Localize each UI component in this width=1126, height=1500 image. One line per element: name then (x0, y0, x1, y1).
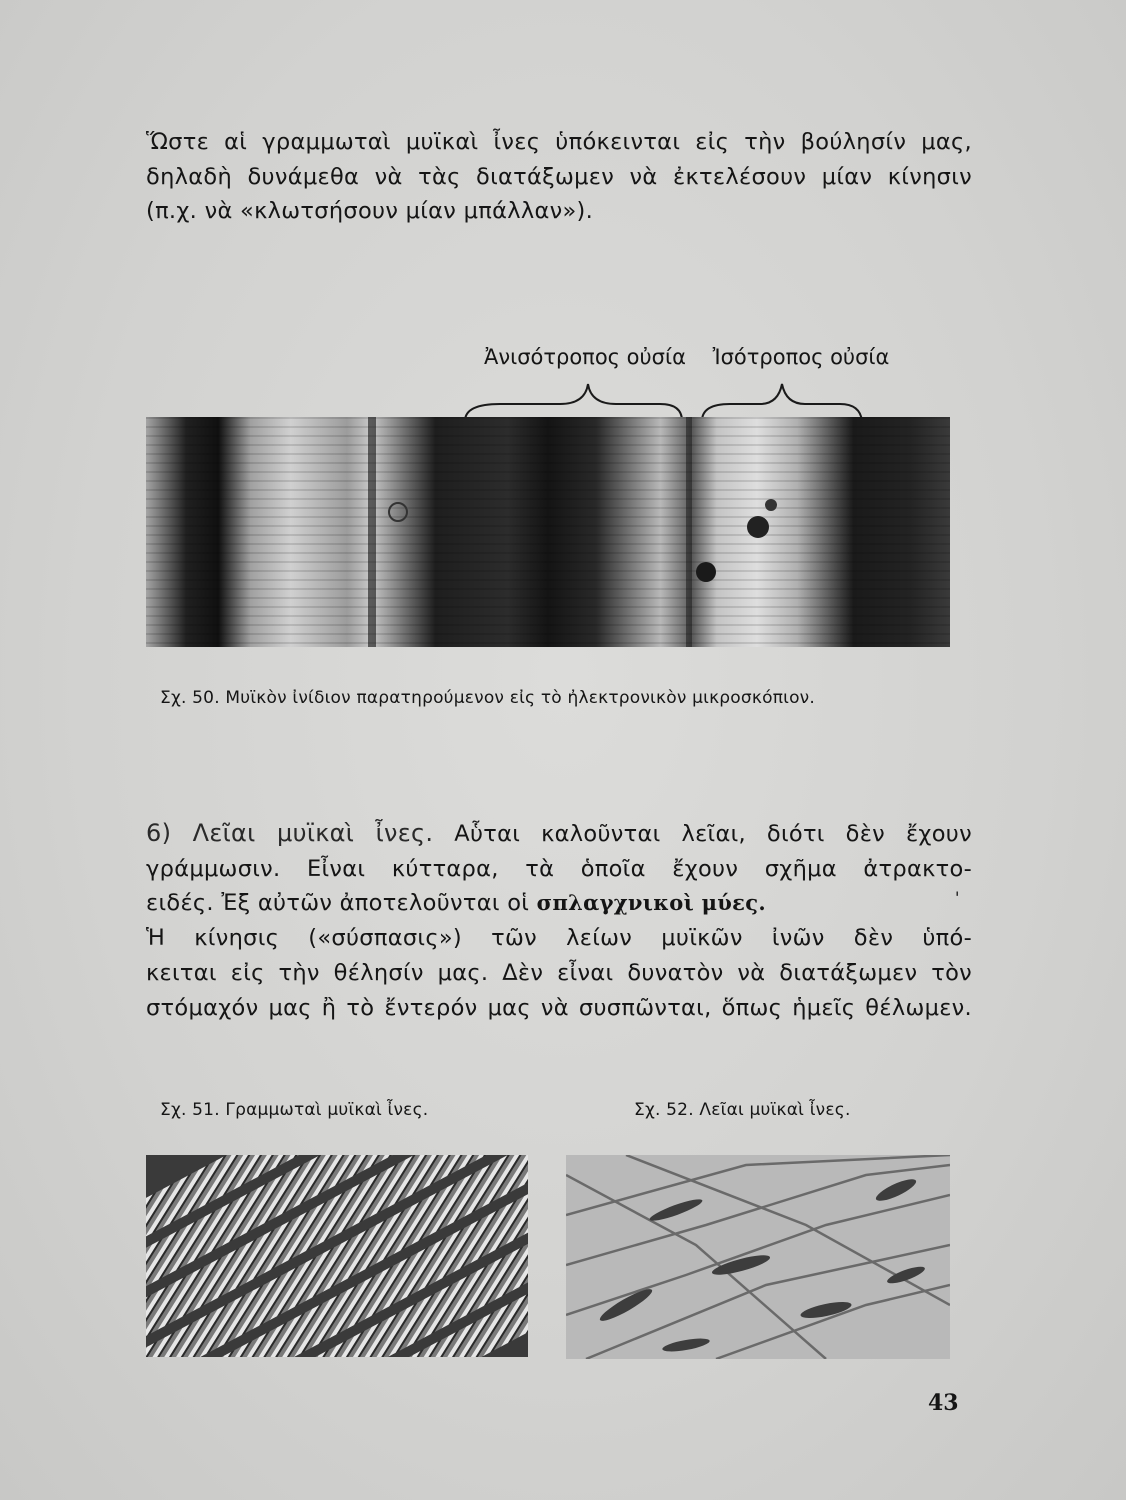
bold-term: σπλαγχνικοὶ μύες. (536, 890, 766, 916)
page-number: 43 (928, 1390, 959, 1416)
text-line: Ἡ κίνησις («σύσπασις») τῶν λείων μυϊκῶν ἰνῶν δὲν ὑπό- (146, 925, 972, 952)
paragraph-voluntary-muscles (146, 125, 972, 229)
section-heading: 6) Λεῖαι μυϊκαὶ ἶνες. (146, 819, 434, 847)
text-fragment: Αὗται καλοῦνται λεῖαι, διότι δὲν ἔχουν (454, 821, 972, 847)
figure-52-caption: Σχ. 52. Λεῖαι μυϊκαὶ ἶνες. (634, 1100, 851, 1120)
section-smooth-muscle (146, 816, 972, 1025)
label-isotropic: Ἰσότροπος οὐσία (712, 345, 890, 369)
text-line (146, 816, 972, 852)
text-fragment: ειδές. Ἐξ αὐτῶν ἀποτελοῦνται οἱ (146, 890, 530, 917)
figure-50-caption: Σχ. 50. Μυϊκὸν ἰνίδιον παρατηρούμενον εἰς τὸ ἠλεκτρονικὸν μικροσκόπιον. (160, 688, 815, 708)
text-line: Ὥστε αἱ γραμμωταὶ μυϊκαὶ ἶνες ὑπόκεινται εἰς τὴν βούλησίν μας, (146, 129, 972, 155)
figure-51-caption: Σχ. 51. Γραμμωταὶ μυϊκαὶ ἶνες. (160, 1100, 429, 1120)
label-anisotropic: Ἀνισότροπος οὐσία (484, 345, 686, 369)
text-line: δηλαδὴ δυνάμεθα νὰ τὰς διατάξωμεν νὰ ἐκτελέσουν μίαν κίνησιν (146, 163, 972, 190)
figure-50-labels (484, 345, 909, 369)
figure-50-myofibril-micrograph (146, 417, 950, 647)
figure-51-striated-fibers-photo (146, 1155, 528, 1357)
text-line (146, 886, 972, 921)
figure-52-smooth-fibers-photo (566, 1155, 950, 1359)
text-line: στόμαχόν μας ἢ τὸ ἔντερόν μας νὰ συσπῶνται, ὅπως ἡμεῖς θέλωμεν. (146, 994, 972, 1021)
text-line: (π.χ. νὰ «κλωτσήσουν μίαν μπάλλαν»). (146, 198, 594, 225)
margin-mark: ' (955, 888, 960, 907)
text-line: κειται εἰς τὴν θέλησίν μας. Δὲν εἶναι δυνατὸν νὰ διατάξωμεν τὸν (146, 959, 972, 986)
text-line: γράμμωσιν. Εἶναι κύτταρα, τὰ ὁποῖα ἔχουν σχῆμα ἀτρακτο- (146, 855, 972, 882)
